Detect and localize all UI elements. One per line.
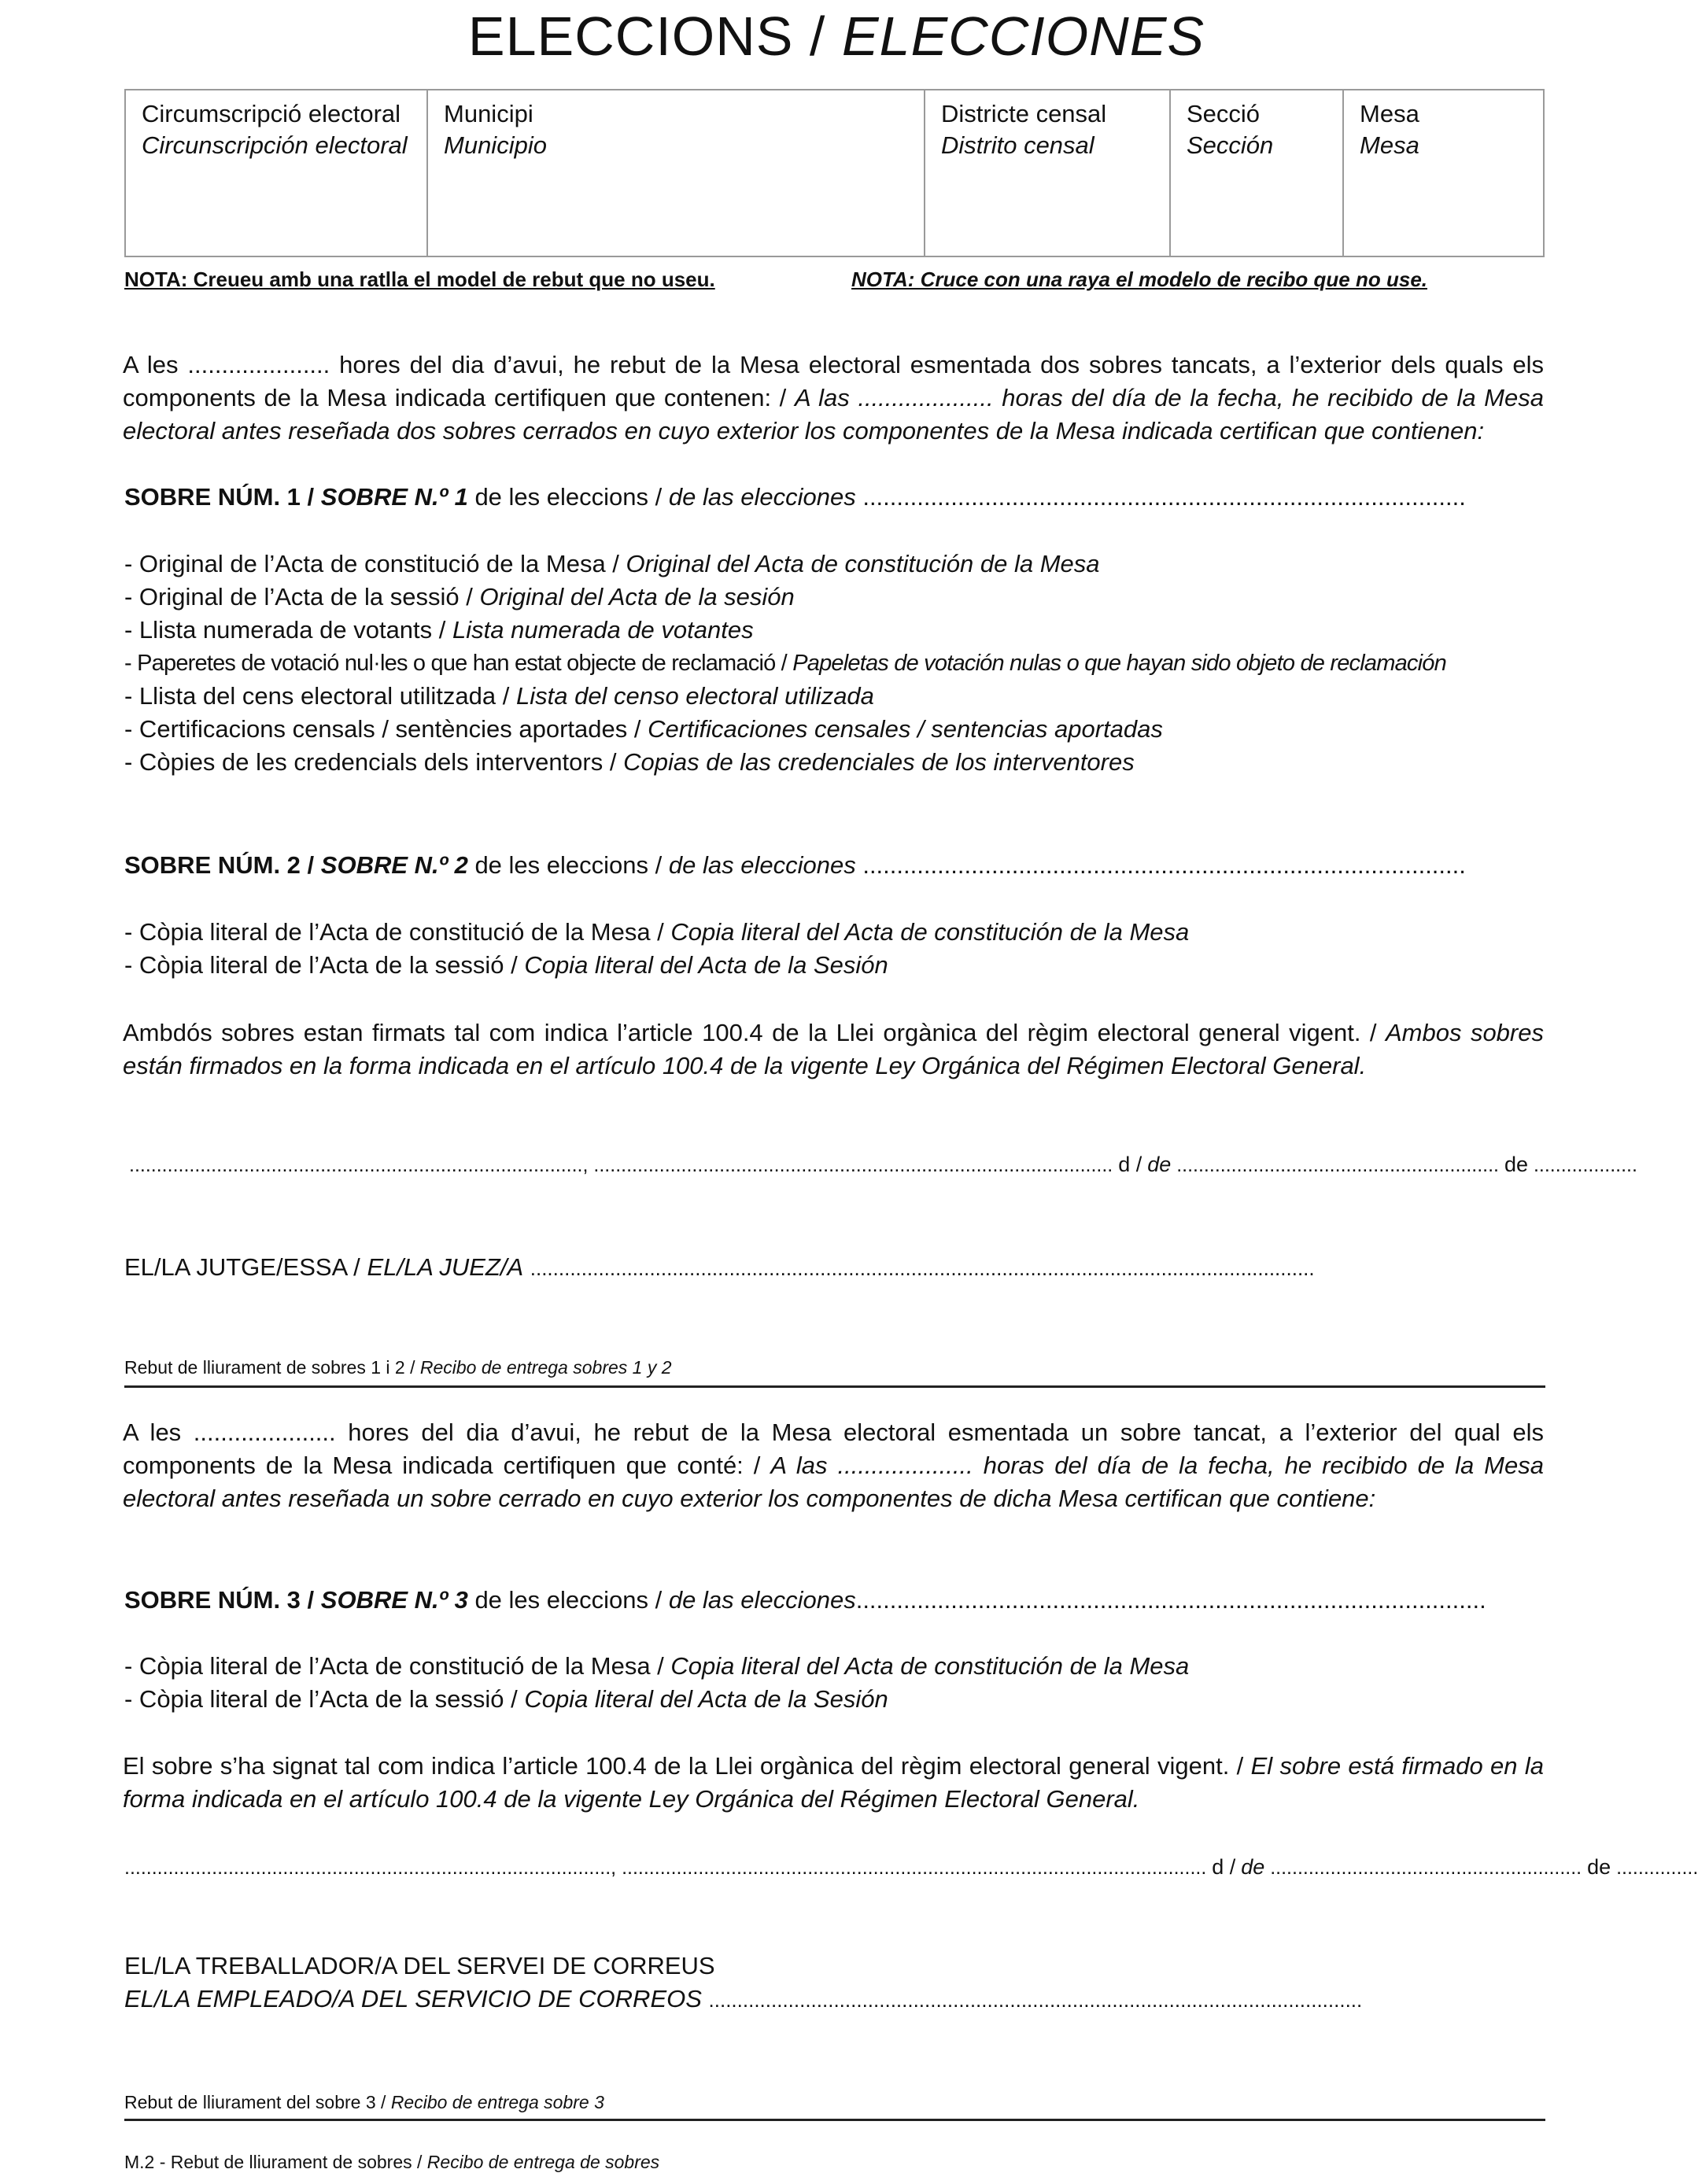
place-blank[interactable]: ........................................................................................., [124, 1857, 617, 1879]
field-label-ca: Secció [1187, 100, 1261, 127]
sobre-label-es: SOBRE N.º 2 [320, 851, 468, 879]
item-es: Original del Acta de constitución de la Mesa [626, 550, 1100, 577]
field-label-ca: Mesa [1360, 100, 1419, 127]
list-item [124, 746, 1135, 779]
elections-blank[interactable]: ............................................................................................. [855, 1586, 1486, 1614]
d-es: de [1147, 1153, 1172, 1176]
caption-ca: Rebut de lliurament de sobres 1 i 2 / [124, 1357, 415, 1378]
signer-es: EL/LA EMPLEADO/A DEL SERVICIO DE CORREOS [124, 1985, 702, 2012]
d-ca: d / [1212, 1855, 1236, 1879]
signed-es: El sobre está firmado en la forma indicada en el artículo 100.4 de la vigente Ley Orgánica del Régimen Electoral General. [123, 1752, 1544, 1813]
field-label-es: Sección [1187, 131, 1274, 159]
signed-ca: El sobre s’ha signat tal com indica l’article 100.4 de la Llei orgànica del règim electoral general vigent. / [123, 1752, 1244, 1780]
elections-blank[interactable]: ......................................................................................... [862, 483, 1466, 511]
year-blank[interactable]: ............... [1616, 1857, 1698, 1879]
elections-es: de las elecciones [668, 483, 856, 511]
footer-ca: M.2 - Rebut de lliurament de sobres / [124, 2152, 423, 2172]
item-es: Copias de las credenciales de los interventores [623, 748, 1135, 776]
month-blank[interactable]: ......................................................... [1270, 1857, 1582, 1879]
footer [124, 2150, 659, 2174]
signer-judge [124, 1251, 1315, 1285]
sobre-label-es: SOBRE N.º 3 [320, 1586, 468, 1614]
list-item [124, 680, 874, 713]
list-item [124, 548, 1100, 581]
item-ca: - Certificacions censals / sentències aportades / [124, 715, 641, 743]
caption-ca: Rebut de lliurament del sobre 3 / [124, 2092, 386, 2112]
item-es: Papeletas de votación nulas o que hayan sido objeto de reclamación [792, 651, 1446, 676]
list-item [124, 581, 795, 614]
field-label-es: Mesa [1360, 131, 1419, 159]
divider [124, 2119, 1545, 2121]
item-ca: - Llista numerada de votants / [124, 616, 446, 644]
item-ca: - Còpia literal de l’Acta de constitució de la Mesa / [124, 1652, 664, 1680]
sobre-3-heading [124, 1584, 1486, 1617]
signed-ca: Ambdós sobres estan firmats tal com indica l’article 100.4 de la Llei orgànica del règim electoral general vigent. / [123, 1019, 1377, 1046]
year-blank[interactable]: ................... [1533, 1154, 1637, 1176]
item-ca: - Còpia literal de l’Acta de la sessió / [124, 951, 518, 979]
day-blank[interactable]: ........................................................................................................... [622, 1857, 1207, 1879]
elections-es: de las elecciones [668, 851, 856, 879]
field-circumscripcio[interactable] [126, 90, 428, 256]
title-ca: ELECCIONS / [467, 6, 826, 67]
note-es: NOTA: Cruce con una raya el modelo de recibo que no use. [851, 267, 1427, 291]
place-blank[interactable]: ..................................................................................., [129, 1154, 589, 1176]
item-ca: - Paperetes de votació nul·les o que han estat objecte de reclamació / [124, 651, 787, 676]
item-ca: - Original de l’Acta de la sessió / [124, 583, 473, 611]
field-label-ca: Municipi [444, 100, 533, 127]
signer-ca: EL/LA JUTGE/ESSA / [124, 1253, 360, 1281]
field-mesa[interactable] [1344, 90, 1543, 256]
signed-es: Ambos sobres están firmados en la forma indicada en el artículo 100.4 de la vigente Ley Orgánica del Régimen Electoral General. [123, 1019, 1544, 1079]
field-label-es: Circunscripción electoral [142, 131, 408, 159]
de-label: de [1587, 1855, 1611, 1879]
page-title [0, 3, 1673, 69]
caption-es: Recibo de entrega sobres 1 y 2 [419, 1357, 672, 1378]
list-item [124, 949, 888, 982]
item-es: Copia literal del Acta de la Sesión [524, 1685, 888, 1713]
elections-blank[interactable]: ......................................................................................... [862, 851, 1466, 879]
month-blank[interactable]: ........................................................... [1176, 1154, 1500, 1176]
elections-ca: de les eleccions / [474, 483, 663, 511]
list-item [124, 614, 754, 647]
item-ca: - Còpies de les credencials dels interventors / [124, 748, 617, 776]
title-es: ELECCIONES [841, 6, 1205, 67]
signer-es: EL/LA JUEZ/A [367, 1253, 524, 1281]
item-es: Certificaciones censales / sentencias aportadas [648, 715, 1163, 743]
item-ca: - Còpia literal de l’Acta de constitució de la Mesa / [124, 918, 664, 946]
item-ca: - Llista del cens electoral utilitzada / [124, 682, 510, 710]
note-ca: NOTA: Creueu amb una ratlla el model de rebut que no useu. [124, 267, 715, 291]
signed-statement-2 [123, 1750, 1544, 1816]
intro-es: A las .................... horas del día de la fecha, he recibido de la Mesa electoral antes reseñada dos sobres cerrados en cuyo exterior los componentes de la Mesa indicada certifican que contienen: [123, 384, 1544, 445]
field-label-ca: Circumscripció electoral [142, 100, 401, 127]
item-es: Lista numerada de votantes [452, 616, 754, 644]
day-blank[interactable]: ............................................................................................... [593, 1154, 1113, 1176]
caption-es: Recibo de entrega sobre 3 [390, 2092, 604, 2112]
sobre-label-es: SOBRE N.º 1 [320, 483, 468, 511]
list-item [124, 1683, 888, 1716]
sobre-label-ca: SOBRE NÚM. 1 / [124, 483, 315, 511]
signature-blank[interactable]: .......................................................................................................................................... [530, 1256, 1315, 1280]
elections-es: de las elecciones [668, 1586, 856, 1614]
list-item [124, 1650, 1189, 1683]
intro-es: A las .................... horas del día de la fecha, he recibido de la Mesa electoral antes reseñada un sobre cerrado en cuyo exterior los componentes de dicha Mesa certifican que contiene: [123, 1452, 1544, 1512]
header-table [124, 89, 1545, 257]
field-label-es: Municipio [444, 131, 547, 159]
de-label: de [1504, 1153, 1529, 1176]
item-ca: - Original de l’Acta de constitució de la Mesa / [124, 550, 619, 577]
caption-receipt-1 [124, 1356, 672, 1379]
date-line-2 [124, 1853, 1698, 1882]
field-seccio[interactable] [1171, 90, 1344, 256]
list-item [124, 647, 1446, 680]
footer-es: Recibo de entrega de sobres [426, 2152, 660, 2172]
item-es: Copia literal del Acta de constitución de la Mesa [670, 918, 1190, 946]
list-item [124, 916, 1189, 949]
signer-postal-ca: EL/LA TREBALLADOR/A DEL SERVEI DE CORREUS [124, 1952, 715, 1979]
elections-ca: de les eleccions / [474, 1586, 663, 1614]
signer-postal-es [124, 1983, 1362, 2016]
divider [124, 1385, 1545, 1388]
caption-receipt-2 [124, 2090, 604, 2114]
item-ca: - Còpia literal de l’Acta de la sessió / [124, 1685, 518, 1713]
d-ca: d / [1118, 1153, 1142, 1176]
receipt-2-intro [123, 1416, 1544, 1515]
field-label-ca: Districte censal [941, 100, 1107, 127]
receipt-1-intro [123, 349, 1544, 448]
item-es: Original del Acta de la sesión [479, 583, 795, 611]
item-es: Copia literal del Acta de constitución de la Mesa [670, 1652, 1190, 1680]
field-districte-censal[interactable] [925, 90, 1171, 256]
item-es: Lista del censo electoral utilizada [515, 682, 874, 710]
sobre-1-heading [124, 481, 1466, 514]
date-line-1 [129, 1150, 1637, 1179]
intro-ca: A les ..................... hores del dia d’avui, he rebut de la Mesa electoral esmentada un sobre tancat, a l’exterior del qual els components de la Mesa indicada certifiquen que conté: / [123, 1418, 1544, 1479]
d-es: de [1241, 1855, 1265, 1879]
sobre-2-heading [124, 849, 1466, 882]
item-es: Copia literal del Acta de la Sesión [524, 951, 888, 979]
field-municipi[interactable] [428, 90, 925, 256]
list-item [124, 713, 1163, 746]
signed-statement-1 [123, 1016, 1544, 1083]
intro-ca: A les ..................... hores del dia d’avui, he rebut de la Mesa electoral esmentada dos sobres tancats, a l’exterior dels quals els components de la Mesa indicada certifiquen que contenen: / [123, 351, 1544, 411]
sobre-label-ca: SOBRE NÚM. 3 / [124, 1586, 315, 1614]
field-label-es: Distrito censal [941, 131, 1094, 159]
sobre-label-ca: SOBRE NÚM. 2 / [124, 851, 315, 879]
signature-blank[interactable]: ................................................................................................................... [708, 1988, 1363, 2012]
elections-ca: de les eleccions / [474, 851, 663, 879]
